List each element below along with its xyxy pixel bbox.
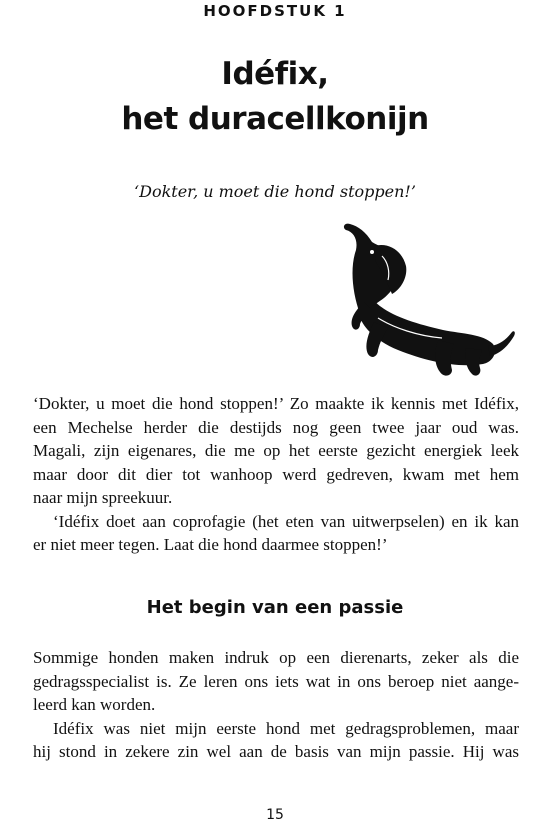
opening-paragraphs xyxy=(33,392,519,557)
text-line: Idéfix was niet mijn eerste hond met gedragsproblemen, maar xyxy=(53,718,519,738)
text-line: ‘Idéfix doet aan coprofagie (het eten van uitwerpselen) en ik kan xyxy=(53,511,519,531)
epigraph-quote: ‘Dokter, u moet die hond stoppen!’ xyxy=(134,182,416,201)
text-line: hij stond in zekere zin wel aan de basis van mijn passie. Hij was xyxy=(33,742,519,761)
chapter-label: HOOFDSTUK 1 xyxy=(203,2,347,20)
section-paragraphs xyxy=(33,646,519,764)
text-line: een Mechelse herder die destijds nog geen twee jaar oud was. xyxy=(33,417,519,437)
section-heading: Het begin van een passie xyxy=(146,597,404,618)
text-line: ‘Dokter, u moet die hond stoppen!’ Zo maakte ik kennis met Idéfix, xyxy=(33,394,519,413)
text-line: Sommige honden maken indruk op een dierenarts, zeker als die xyxy=(33,648,519,667)
text-line: Magali, zijn eigenares, die me op het eerste gezicht energiek leek xyxy=(33,441,519,460)
chapter-title xyxy=(0,52,550,142)
chapter-title-line-2: het duracellkonijn xyxy=(121,101,429,137)
text-line: naar mijn spreekuur. xyxy=(33,488,173,507)
text-line: gedragsspecialist is. Ze leren ons iets wat in ons beroep niet aange- xyxy=(33,671,519,691)
page-number: 15 xyxy=(266,807,284,823)
text-line: leerd kan worden. xyxy=(33,695,156,714)
text-line: er niet meer tegen. Laat die hond daarmee stoppen!’ xyxy=(33,535,388,554)
dachshund-dog-icon xyxy=(338,222,516,380)
chapter-title-line-1: Idéfix, xyxy=(221,56,329,92)
text-line: maar door dit dier tot wanhoop werd gedreven, kwam met hem xyxy=(33,464,519,484)
